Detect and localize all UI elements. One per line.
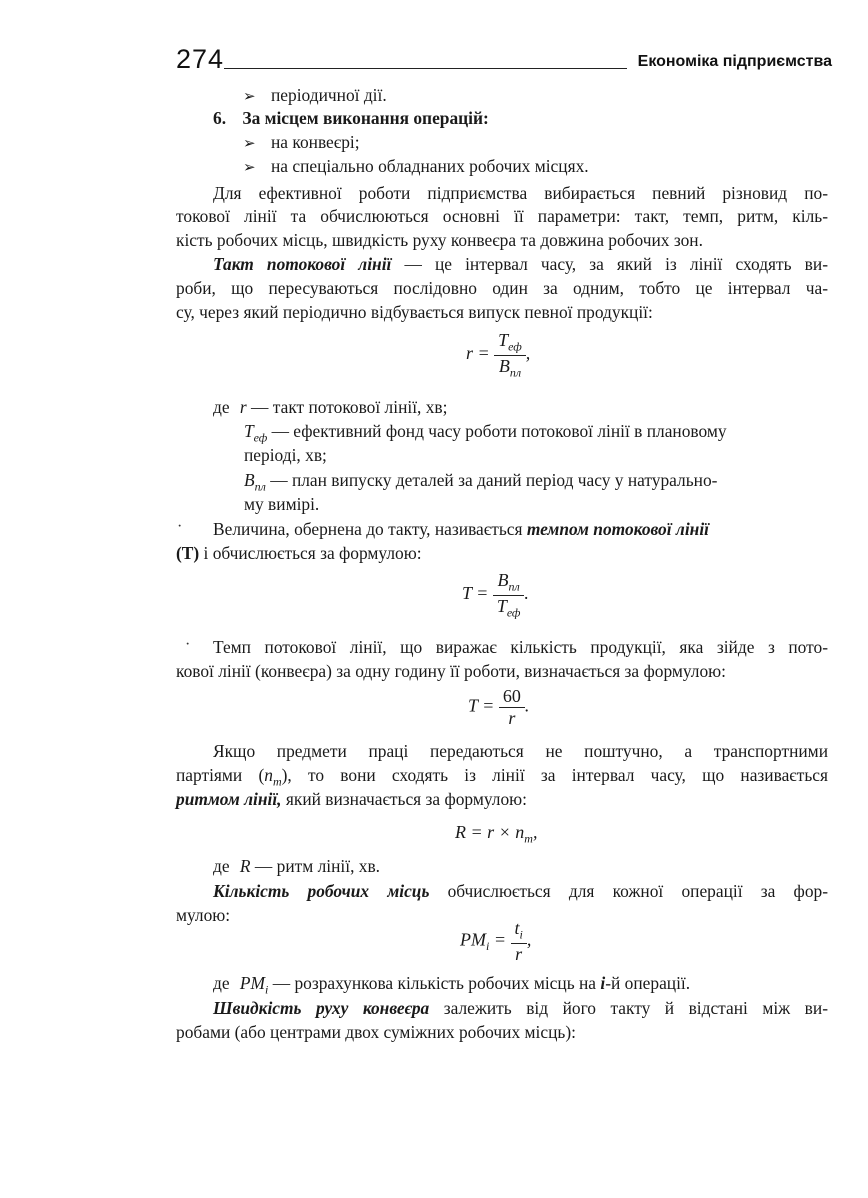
paragraph-line: Якщо предмети праці передаються не поштучно, а транспортними [213,741,828,761]
term-rhythm: ритмом лінії, [176,789,282,809]
paragraph-line: кість робочих місць, швидкість руху конвеєра та довжина робочих зон. [176,230,703,250]
arrow-bullet-icon: ➢ [243,158,256,176]
fraction: $\frac{B_{пл}}{T_{еф}}$ [493,570,525,620]
legend-PM: де $PM_i$ — розрахункова кількість робочих місць на i-й операції. [213,973,691,997]
paragraph-line: періоді, хв; [244,445,327,465]
formula-tempo: T = $\frac{B_{пл}}{T_{еф}}$ . [462,570,529,620]
running-title: Економіка підприємства [637,53,832,70]
paragraph-line: Для ефективної роботи підприємства вибирається певний різновид по- [213,183,828,203]
margin-mark: · [177,518,183,535]
paragraph-line: роби, що пересуваються послідовно один за одним, тобто це інтервал ча- [176,278,828,298]
page-number: 274 [176,44,225,74]
margin-mark: · [185,636,191,653]
paragraph-line: Темп потокової лінії, що виражає кількість продукції, яка зійде з пото- [213,637,828,657]
section-number: 6. [213,108,227,128]
formula-takt: r = $\frac{T_{еф}}{B_{пл}}$ , [466,330,531,380]
bullet-periodic: ➢ періодичної дії. [243,85,387,105]
paragraph-line: су, через який періодично відбувається випуск певної продукції: [176,302,653,322]
definition-conveyor-speed: Швидкість руху конвеєра залежить від його такту й відстані між ви- [213,998,828,1018]
legend-R: де R — ритм лінії, хв. [213,856,381,876]
header-rule [224,68,627,69]
definition-takt: Такт потокової лінії — це інтервал часу, за який із лінії сходять ви- [213,254,828,274]
paragraph-line: токової лінії та обчислюються основні її параметри: такт, темп, ритм, кіль- [176,206,828,226]
term-takt: Такт потокової лінії [213,254,392,274]
fraction: $\frac{60}{r}$ [499,686,525,729]
page-header [176,44,832,74]
paragraph-line: му вимірі. [244,494,320,514]
definition-workplaces: Кількість робочих місць обчислюється для кожної операції за фор- [213,881,828,901]
formula-rhythm: $R = r \times n_m$, [455,822,538,846]
legend-tef: $T_{еф}$ — ефективний фонд часу роботи потокової лінії в плановому [244,421,727,445]
formula-tempo-hour: T = $\frac{60}{r}$ . [468,686,530,728]
paragraph-line: кової лінії (конвеєра) за одну годину її роботи, визначається за формулою: [176,661,727,681]
paragraph-line: (T) і обчислюється за формулою: [176,543,422,563]
paragraph-line: мулою: [176,905,231,925]
section-title: За місцем виконання операцій: [242,108,489,128]
arrow-bullet-icon: ➢ [243,87,256,105]
paragraph-line: робами (або центрами двох суміжних робочих місць): [176,1022,576,1042]
formula-workplaces: $PM_i$ = $\frac{t_i}{r}$ , [460,918,532,964]
bullet-conveyor: ➢ на конвеєрі; [243,132,360,152]
term-tempo: темпом потокової лінії [526,519,710,539]
fraction: $\frac{t_i}{r}$ [511,918,527,965]
term-workplaces: Кількість робочих місць [213,881,430,901]
arrow-bullet-icon: ➢ [243,134,256,152]
term-conveyor-speed: Швидкість руху конвеєра [213,998,430,1018]
section-6-heading [213,107,489,129]
definition-rhythm: ритмом лінії, який визначається за формулою: [176,789,527,809]
definition-tempo: Величина, обернена до такту, називається темпом потокової лінії [213,519,710,539]
paragraph-line: партіями $(n_m)$, то вони сходять із лінії за інтервал часу, що називається [176,765,829,789]
legend-bpl: $B_{пл}$ — план випуску деталей за даний період часу у натурально- [244,470,718,494]
legend-r: де r — такт потокової лінії, хв; [213,397,448,417]
bullet-workplaces: ➢ на спеціально обладнаних робочих місцях. [243,156,589,176]
fraction: $\frac{T_{еф}}{B_{пл}}$ [494,330,526,380]
